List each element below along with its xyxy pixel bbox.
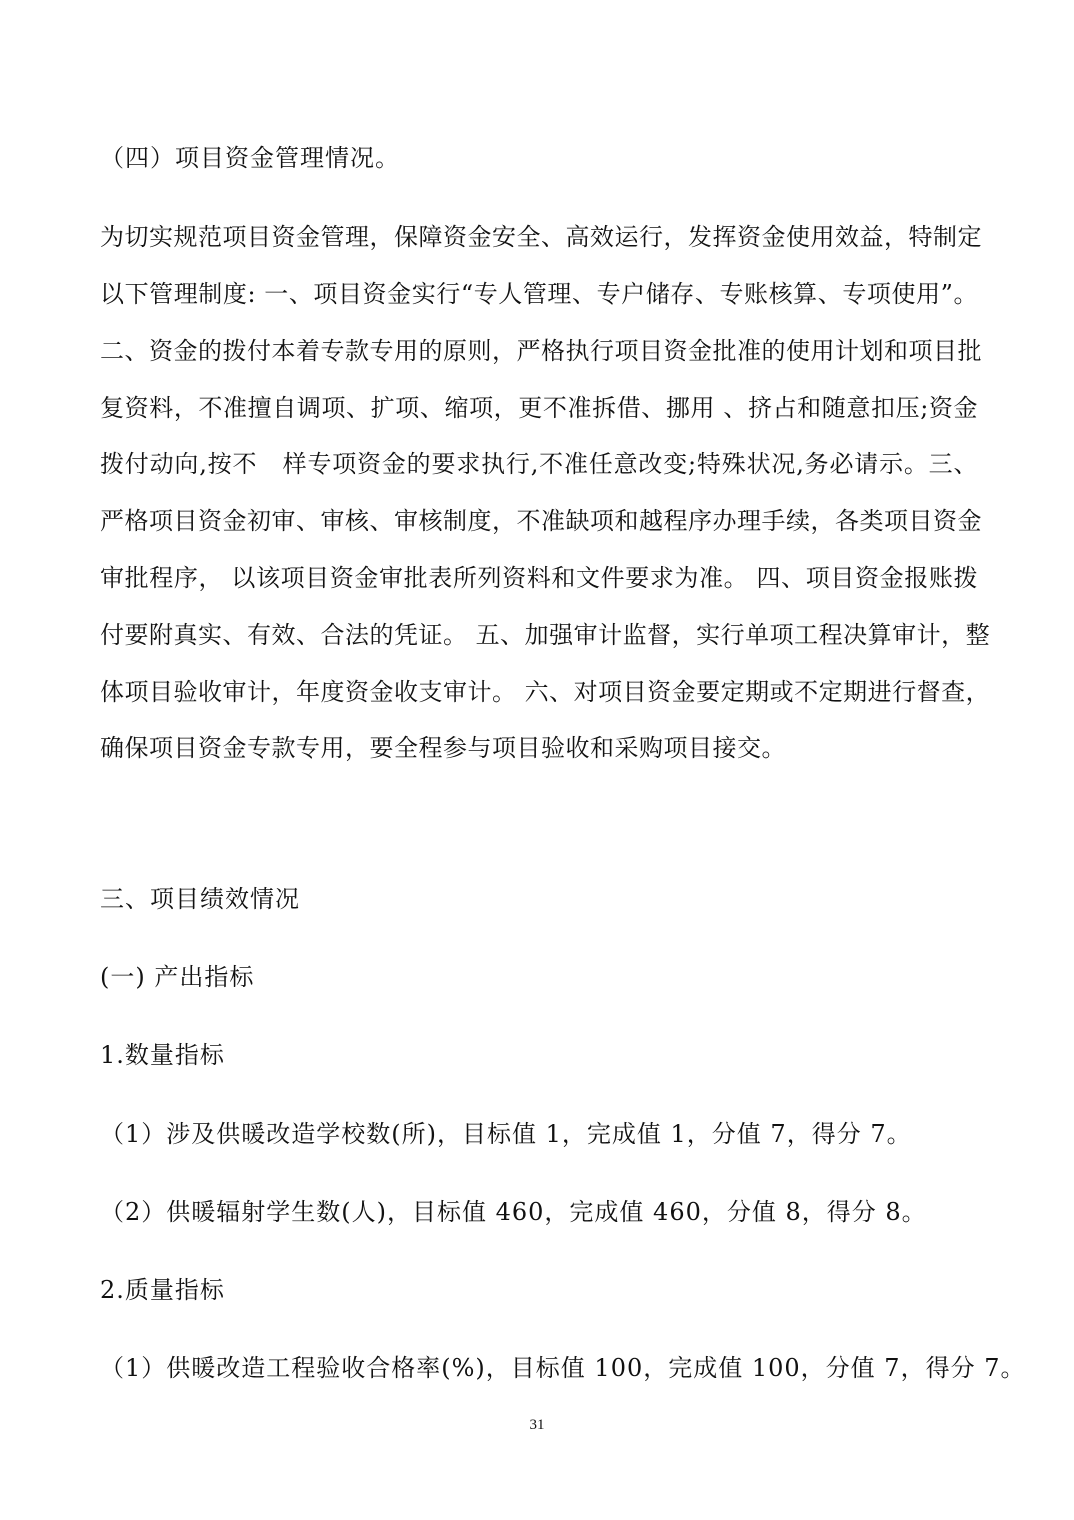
paragraph-line: 拨付动向,按不 样专项资金的要求执行,不准任意改变;特殊状况,务必请示。三、 <box>100 450 978 478</box>
quantity-item-1: （1）涉及供暖改造学校数(所)，目标值 1，完成值 1，分值 7，得分 7。 <box>100 1120 912 1148</box>
paragraph-line: 严格项目资金初审、审核、审核制度，不准缺项和越程序办理手续，各类项目资金 <box>100 507 982 535</box>
paragraph-line: 复资料，不准擅自调项、扩项、缩项，更不准拆借、挪用 、挤占和随意扣压;资金 <box>100 394 978 422</box>
quality-item-1: （1）供暖改造工程验收合格率(%)，目标值 100，完成值 100，分值 7，得分 7。 <box>100 1354 1026 1382</box>
paragraph-line: 付要附真实、有效、合法的凭证。 五、加强审计监督，实行单项工程决算审计，整 <box>100 621 991 649</box>
paragraph-line: 二、资金的拨付本着专款专用的原则，严格执行项目资金批准的使用计划和项目批 <box>100 337 982 365</box>
output-indicators-heading: (一) 产出指标 <box>100 963 255 991</box>
section-4-heading: （四）项目资金管理情况。 <box>100 144 400 172</box>
paragraph-line: 确保项目资金专款专用，要全程参与项目验收和采购项目接交。 <box>100 734 786 762</box>
paragraph-line: 审批程序， 以该项目资金审批表所列资料和文件要求为准。 四、项目资金报账拨 <box>100 564 978 592</box>
quality-indicators-heading: 2.质量指标 <box>100 1276 225 1304</box>
quantity-indicators-heading: 1.数量指标 <box>100 1041 225 1069</box>
section-3-heading: 三、项目绩效情况 <box>100 885 300 913</box>
paragraph-line: 为切实规范项目资金管理，保障资金安全、高效运行，发挥资金使用效益，特制定 <box>100 223 982 251</box>
paragraph-line: 体项目验收审计，年度资金收支审计。 六、对项目资金要定期或不定期进行督查， <box>100 678 991 706</box>
page-number: 31 <box>529 1417 545 1433</box>
quantity-item-2: （2）供暖辐射学生数(人)，目标值 460，完成值 460，分值 8，得分 8。 <box>100 1198 927 1226</box>
paragraph-line: 以下管理制度: 一、项目资金实行“专人管理、专户储存、专账核算、专项使用”。 <box>100 280 978 308</box>
